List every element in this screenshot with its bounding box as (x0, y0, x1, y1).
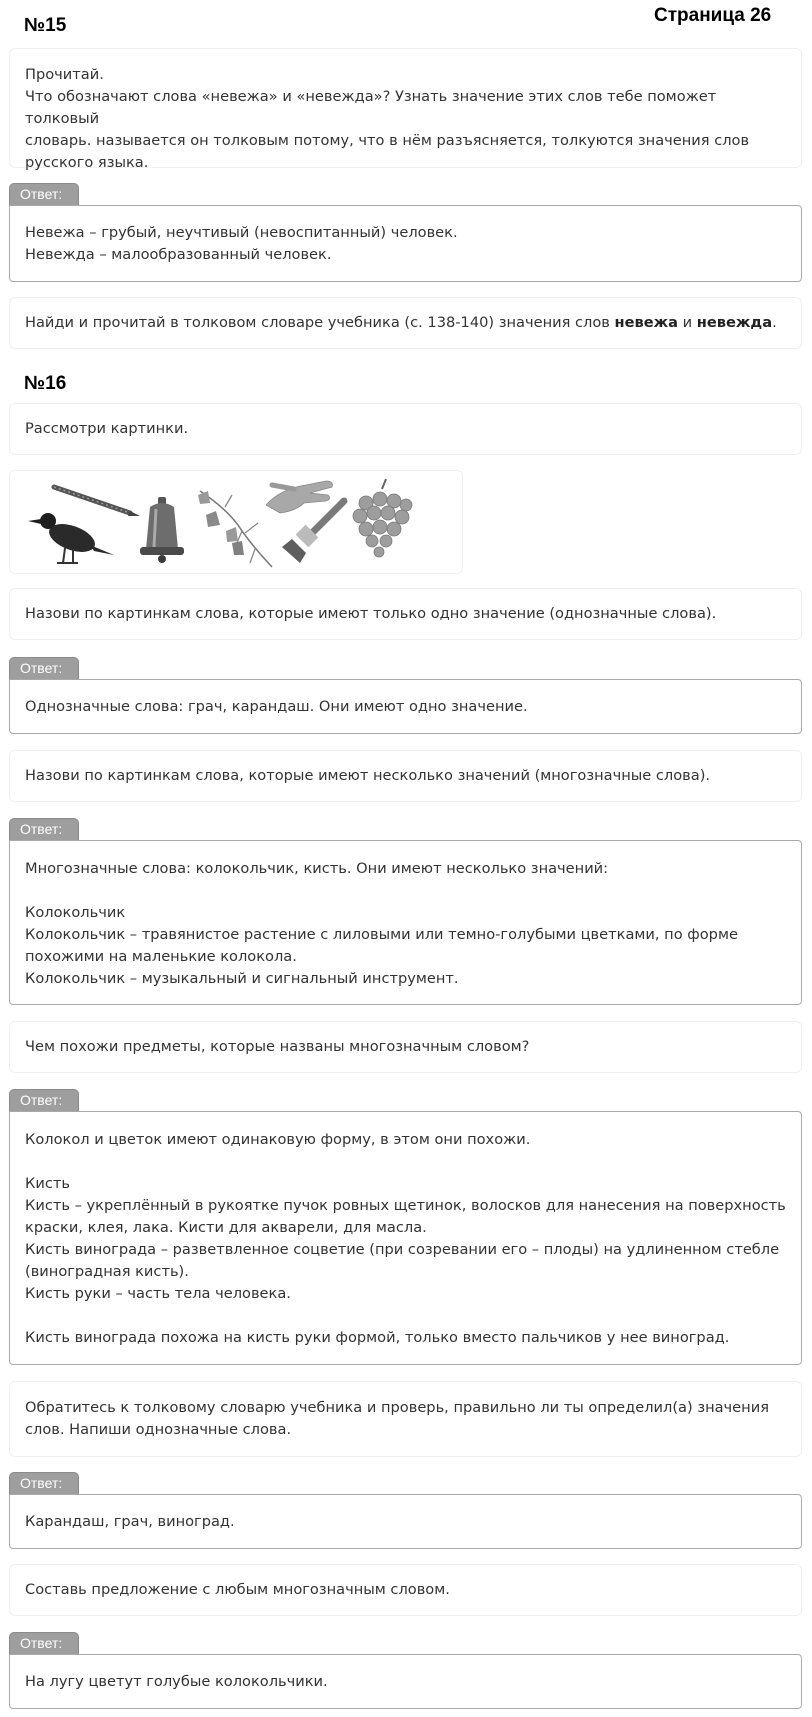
answer-line (25, 1151, 786, 1173)
task-16-question-2-card (9, 750, 802, 802)
answer-tab: Ответ: (9, 183, 79, 205)
answer-box (9, 840, 802, 1005)
question-line: Обратитесь к толковому словарю учебника и проверь, правильно ли ты определил(а) значения (25, 1399, 769, 1416)
answer-tab: Ответ: (9, 657, 79, 679)
answer-text: Однозначные слова: грач, карандаш. Они имеют одно значение. (25, 697, 528, 715)
answer-line: Кисть руки – часть тела человека. (25, 1285, 291, 1302)
answer-line: краски, клея, лака. Кисти для акварели, для масла. (25, 1219, 427, 1236)
answer-tab: Ответ: (9, 1472, 79, 1494)
question-text: Назови по картинкам слова, которые имеют несколько значений (многозначные слова). (25, 767, 711, 784)
pencil-icon (54, 487, 140, 516)
task-15-number: №15 (24, 15, 67, 36)
prompt-text: Рассмотри картинки. (25, 420, 189, 437)
answer-box (9, 1494, 802, 1549)
page-number: Страница 26 (654, 5, 772, 26)
pictures-panel (9, 470, 463, 574)
crow-icon (28, 513, 114, 563)
grapes-icon (353, 479, 412, 557)
answer-line: Колокольчик – травянистое растение с лиловыми или темно-голубыми цветками, по форме (25, 926, 738, 943)
answer-box (9, 1654, 802, 1709)
bell-icon (140, 497, 184, 563)
question-text: Составь предложение с любым многозначным словом. (25, 1581, 450, 1598)
answer-line: Колокольчик – музыкальный и сигнальный инструмент. (25, 970, 459, 987)
answer-text: Карандаш, грач, виноград. (25, 1512, 235, 1530)
prompt-line: словарь. называется он толковым потому, что в нём разъясняется, толкуются значения слов (25, 132, 750, 149)
answer-text: На лугу цветут голубые колокольчики. (25, 1672, 328, 1690)
answer-line: Кисть винограда – разветвленное соцветие (при созревании его – плоды) на удлиненном стебле (25, 1241, 780, 1258)
answer-line: похожими на маленькие колокола. (25, 948, 297, 965)
task-16-question-3-card (9, 1021, 802, 1073)
answer-tab: Ответ: (9, 1632, 79, 1654)
answer-tab: Ответ: (9, 1089, 79, 1111)
word-nevezha: невежа (614, 314, 679, 331)
answer-line: Кисть винограда похожа на кисть руки формой, только вместо пальчиков у нее виноград. (25, 1329, 730, 1346)
bellflower-icon (198, 491, 272, 567)
answer-line: Колокол и цветок имеют одинаковую форму, в этом они похожи. (25, 1131, 531, 1148)
answer-line: Колокольчик (25, 904, 126, 921)
word-nevezhda: невежда (696, 314, 773, 331)
prompt-line: Что обозначают слова «невежа» и «невежда»? Узнать значение этих слов тебе поможет толковый (25, 88, 721, 127)
answer-line (25, 880, 786, 902)
instruction-text: Найди и прочитай в толковом словаре учебника (с. 138-140) значения слов невежа и невежда. (25, 314, 777, 331)
answer-line (25, 1305, 786, 1327)
task-16-question-4-card (9, 1381, 802, 1457)
task-16-question-1-card (9, 588, 802, 640)
task-15-prompt-card (9, 48, 802, 171)
task-16-number: №16 (24, 373, 67, 394)
answer-box (9, 1111, 802, 1365)
answer-line: Невежа – грубый, неучтивый (невоспитанный) человек. (25, 224, 458, 241)
answer-line: Невежда – малообразованный человек. (25, 246, 332, 263)
answer-box (9, 205, 802, 282)
answer-line: Кисть (25, 1175, 70, 1192)
answer-line: (виноградная кисть). (25, 1263, 189, 1280)
question-text: Назови по картинкам слова, которые имеют только одно значение (однозначные слова). (25, 605, 717, 622)
task-15-instruction-card (9, 297, 802, 349)
task-16-question-5-card (9, 1564, 802, 1616)
prompt-line: Прочитай. (25, 66, 104, 83)
answer-line: Кисть – укреплённый в рукоятке пучок ровных щетинок, волосков для нанесения на поверхность (25, 1197, 786, 1214)
question-line: слов. Напиши однозначные слова. (25, 1421, 292, 1438)
hand-icon (266, 481, 332, 513)
task-16-prompt-card (9, 403, 802, 455)
answer-box (9, 679, 802, 734)
answer-tab: Ответ: (9, 818, 79, 840)
question-text: Чем похожи предметы, которые названы многозначным словом? (25, 1038, 530, 1055)
prompt-line: русского языка. (25, 154, 149, 171)
answer-line: Многозначные слова: колокольчик, кисть. Они имеют несколько значений: (25, 860, 609, 877)
